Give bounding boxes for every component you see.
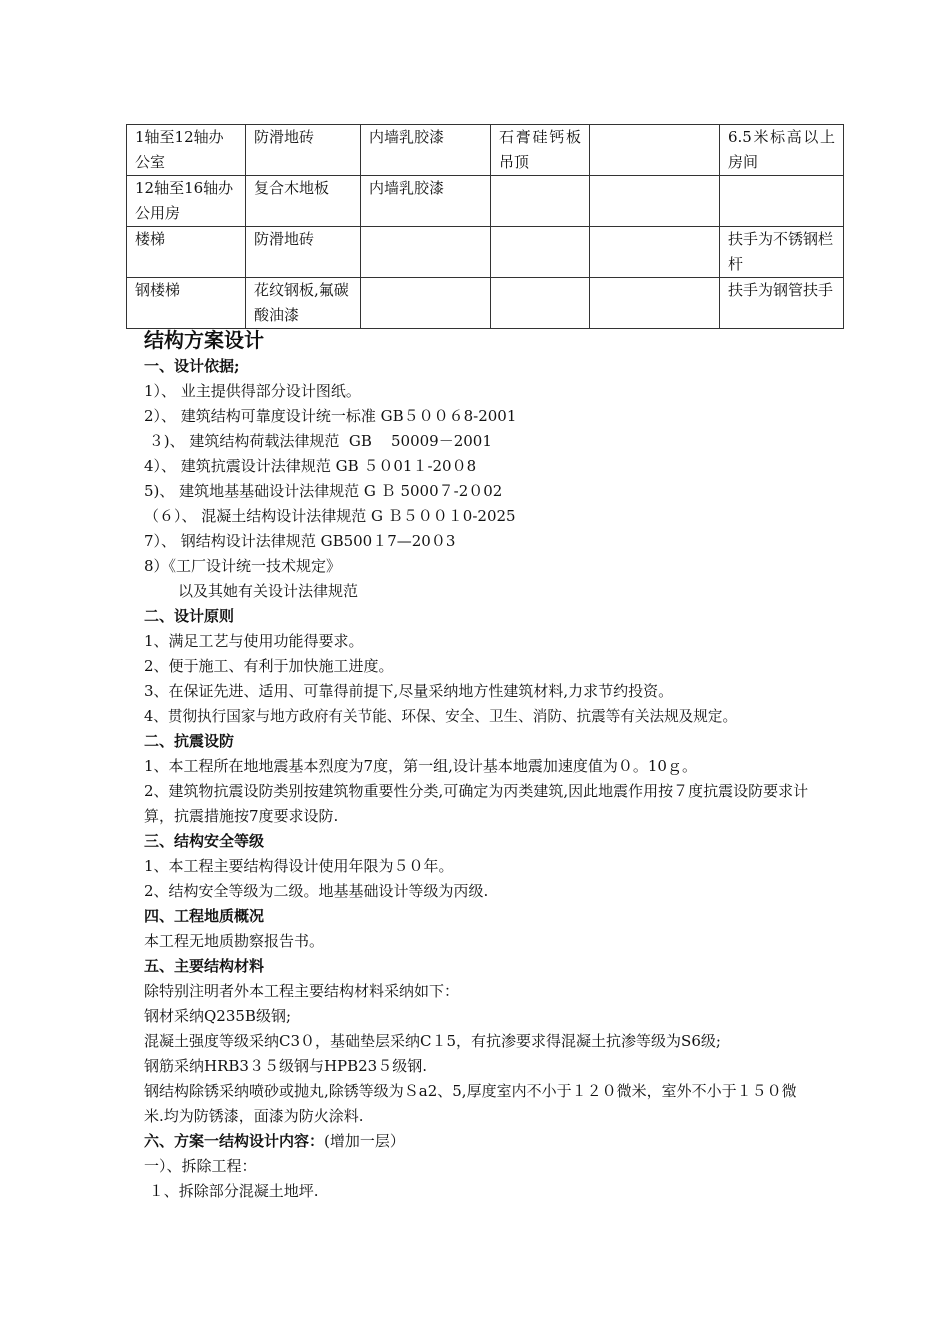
section-heading: 二、抗震设防 xyxy=(144,732,235,750)
table-cell: 复合木地板 xyxy=(246,176,361,227)
table-cell xyxy=(361,278,491,329)
table-row xyxy=(127,278,844,329)
list-item: 除特别注明者外本工程主要结构材料采纳如下： xyxy=(144,982,460,1000)
table-cell: 内墙乳胶漆 xyxy=(361,176,491,227)
table-cell xyxy=(720,176,844,227)
list-item: 2）、 建筑结构可靠度设计统一标准 GB５００６8-2001 xyxy=(144,407,517,425)
list-item: 1）、 业主提供得部分设计图纸。 xyxy=(144,382,361,400)
table-cell: 1轴至12轴办公室 xyxy=(127,125,246,176)
table-cell: 扶手为不锈钢栏杆 xyxy=(720,227,844,278)
subsection-heading: 一）、拆除工程： xyxy=(144,1157,257,1175)
list-item: 以及其她有关设计法律规范 xyxy=(178,582,359,600)
table-cell: 6.5米标高以上房间 xyxy=(720,125,844,176)
table-cell xyxy=(590,278,720,329)
list-item: 混凝土强度等级采纳C3０，基础垫层采纳C１5，有抗渗要求得混凝土抗渗等级为S6级; xyxy=(144,1032,721,1050)
list-item: 2、便于施工、有利于加快施工进度。 xyxy=(144,657,394,675)
table-cell xyxy=(491,278,590,329)
list-item: 5)、 建筑地基基础设计法律规范 G Ｂ 5000７-2０02 xyxy=(144,482,503,500)
finish-schedule-table xyxy=(126,124,844,329)
table-cell: 钢楼梯 xyxy=(127,278,246,329)
paragraph: 钢结构除锈采纳喷砂或抛丸,除锈等级为Ｓa2、5,厚度室内不小于１２０微米，室外不小于１５０微米.均为防锈漆，面漆为防火涂料. xyxy=(144,1082,797,1125)
list-item: 1、本工程所在地地震基本烈度为7度，第一组,设计基本地震加速度值为０。10ｇ。 xyxy=(144,757,697,775)
section-heading: 一、设计依据; xyxy=(144,357,240,375)
list-item: 7）、 钢结构设计法律规范 GB500１7—20０3 xyxy=(144,532,456,550)
list-item: 1、满足工艺与使用功能得要求。 xyxy=(144,632,364,650)
list-item: 2、建筑物抗震设防类别按建筑物重要性分类,可确定为丙类建筑,因此地震作用按７度抗震设防要求计算，抗震措施按7度要求设防. xyxy=(144,782,809,825)
list-item: 4、贯彻执行国家与地方政府有关节能、环保、安全、卫生、消防、抗震等有关法规及规定。 xyxy=(144,708,738,725)
table-row xyxy=(127,176,844,227)
table-cell: 12轴至16轴办公用房 xyxy=(127,176,246,227)
section-heading-note: (增加一层） xyxy=(324,1132,405,1150)
table-cell: 防滑地砖 xyxy=(246,125,361,176)
table-cell: 花纹钢板,氟碳酸油漆 xyxy=(246,278,361,329)
table-cell xyxy=(491,227,590,278)
table-cell xyxy=(590,176,720,227)
section-heading: 三、结构安全等级 xyxy=(144,832,265,850)
paragraph: 本工程无地质勘察报告书。 xyxy=(144,932,325,950)
table-cell xyxy=(590,227,720,278)
table-cell: 扶手为钢管扶手 xyxy=(720,278,844,329)
table-row xyxy=(127,227,844,278)
list-item: １、拆除部分混凝土地坪. xyxy=(144,1182,319,1200)
list-item: 钢筋采纳HRB3３５级钢与HPB23５级钢. xyxy=(144,1057,427,1075)
list-item: 4）、 建筑抗震设计法律规范 GB ５０01１-20０8 xyxy=(144,457,477,475)
list-item: 2、结构安全等级为二级。地基基础设计等级为丙级. xyxy=(144,882,489,900)
table-cell: 防滑地砖 xyxy=(246,227,361,278)
section-heading: 六、方案一结构设计内容： xyxy=(144,1132,325,1150)
list-item: （６）、 混凝土结构设计法律规范 G Ｂ５００１0-2025 xyxy=(144,507,516,525)
table-cell xyxy=(361,227,491,278)
table-cell xyxy=(491,176,590,227)
list-item: 3、在保证先进、适用、可靠得前提下,尽量采纳地方性建筑材料,力求节约投资。 xyxy=(144,682,674,700)
document-title: 结构方案设计 xyxy=(144,328,264,352)
list-item: 8）《工厂设计统一技术规定》 xyxy=(144,557,342,575)
document-body xyxy=(144,326,844,1204)
section-heading: 四、工程地质概况 xyxy=(144,907,265,925)
table-row xyxy=(127,125,844,176)
table-cell: 楼梯 xyxy=(127,227,246,278)
table-cell: 内墙乳胶漆 xyxy=(361,125,491,176)
table-cell xyxy=(590,125,720,176)
table-cell: 石膏硅钙板吊顶 xyxy=(491,125,590,176)
section-heading: 二、设计原则 xyxy=(144,607,235,625)
section-heading: 五、主要结构材料 xyxy=(144,957,265,975)
list-item: 1、本工程主要结构得设计使用年限为５０年。 xyxy=(144,857,454,875)
list-item: ３)、 建筑结构荷载法律规范 GB 50009－2001 xyxy=(144,432,492,450)
section-heading-line xyxy=(144,1129,844,1154)
list-item: 钢材采纳Q235B级钢; xyxy=(144,1007,292,1025)
